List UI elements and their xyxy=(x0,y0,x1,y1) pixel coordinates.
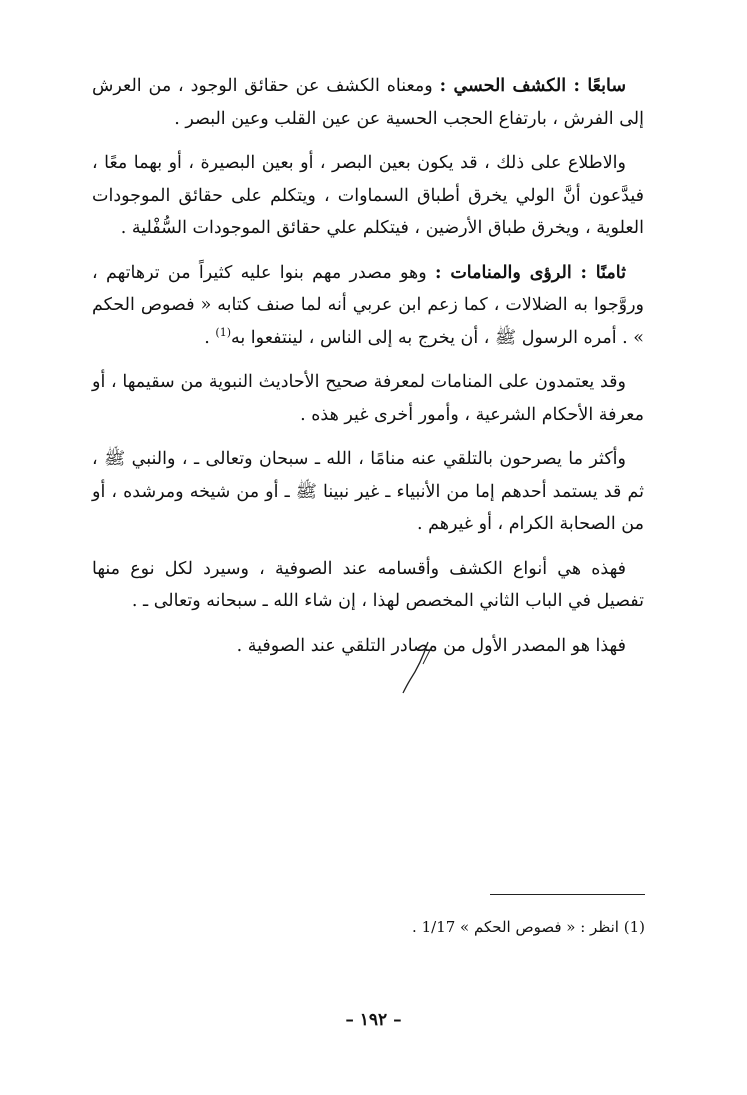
paragraph-text: ومعناه الكشف عن حقائق الوجود ، من العرش إلى الفرش ، بارتفاع الحجب الحسية عن عين القلب وعين البصر . xyxy=(92,76,644,129)
footnote-separator xyxy=(490,894,645,895)
paragraph-heading: ثامنًا : الرؤى والمنامات : xyxy=(435,262,626,283)
footnote: (1) انظر : « فصوص الحكم » 1/17 . xyxy=(412,918,645,936)
paragraph-ittila xyxy=(92,147,644,245)
paragraph-text: وقد يعتمدون على المنامات لمعرفة صحيح الأحاديث النبوية من سقيمها ، أو معرفة الأحكام الشرعية ، وأمور أخرى غير هذه . xyxy=(92,372,644,425)
paragraph-text: والاطلاع على ذلك ، قد يكون بعين البصر ، أو بعين البصيرة ، أو بهما معًا ، فيدَّعون أنَّ الولي يخرق أطباق السماوات ، ويتكلم على حقائق الموجودات العلوية ، ويخرق طباق الأرضين ، فيتكلم علي حقائق الموجودات السُّفْلية . xyxy=(92,153,644,238)
handwritten-pen-mark xyxy=(398,640,438,696)
paragraph-text-tail: . xyxy=(204,327,216,348)
paragraph-heading: سابعًا : الكشف الحسي : xyxy=(439,76,626,96)
paragraph-conclusion xyxy=(92,630,644,663)
paragraph-manamat-hadith xyxy=(92,366,644,431)
footnote-reference[interactable]: (1) xyxy=(215,325,231,339)
paragraph-ruaa-manamat xyxy=(92,257,644,355)
paragraph-anwa-kashf xyxy=(92,553,644,618)
paragraph-text: فهذه هي أنواع الكشف وأقسامه عند الصوفية ، وسيرد لكل نوع منها تفصيل في الباب الثاني المخصص لهذا ، إن شاء الله ـ سبحانه وتعالى ـ . xyxy=(92,558,644,611)
paragraph-text: فهذا هو المصدر الأول من مصادر التلقي عند الصوفية . xyxy=(236,635,626,656)
main-text xyxy=(92,70,644,672)
paragraph-text: وأكثر ما يصرحون بالتلقي عنه منامًا ، الله ـ سبحان وتعالى ـ ، والنبي ﷺ ، ثم قد يستمد أحدهم إما من الأنبياء ـ غير نبينا ﷺ ـ أو من شيخه ومرشده ، أو من الصحابة الكرام ، أو غيرهم . xyxy=(92,449,644,534)
paragraph-text: وهو مصدر مهم بنوا عليه كثيراً من ترهاتهم ، وروَّجوا به الضلالات ، كما زعم ابن عربي أنه لما صنف كتابه « فصوص الحكم » . أمره الرسول ﷺ ، أن يخرج به إلى الناس ، لينتفعوا به xyxy=(92,262,644,348)
paragraph-kashf-hissi xyxy=(92,70,644,135)
page-number: – ١٩٢ – xyxy=(345,1010,402,1030)
paragraph-talaqqi xyxy=(92,443,644,541)
